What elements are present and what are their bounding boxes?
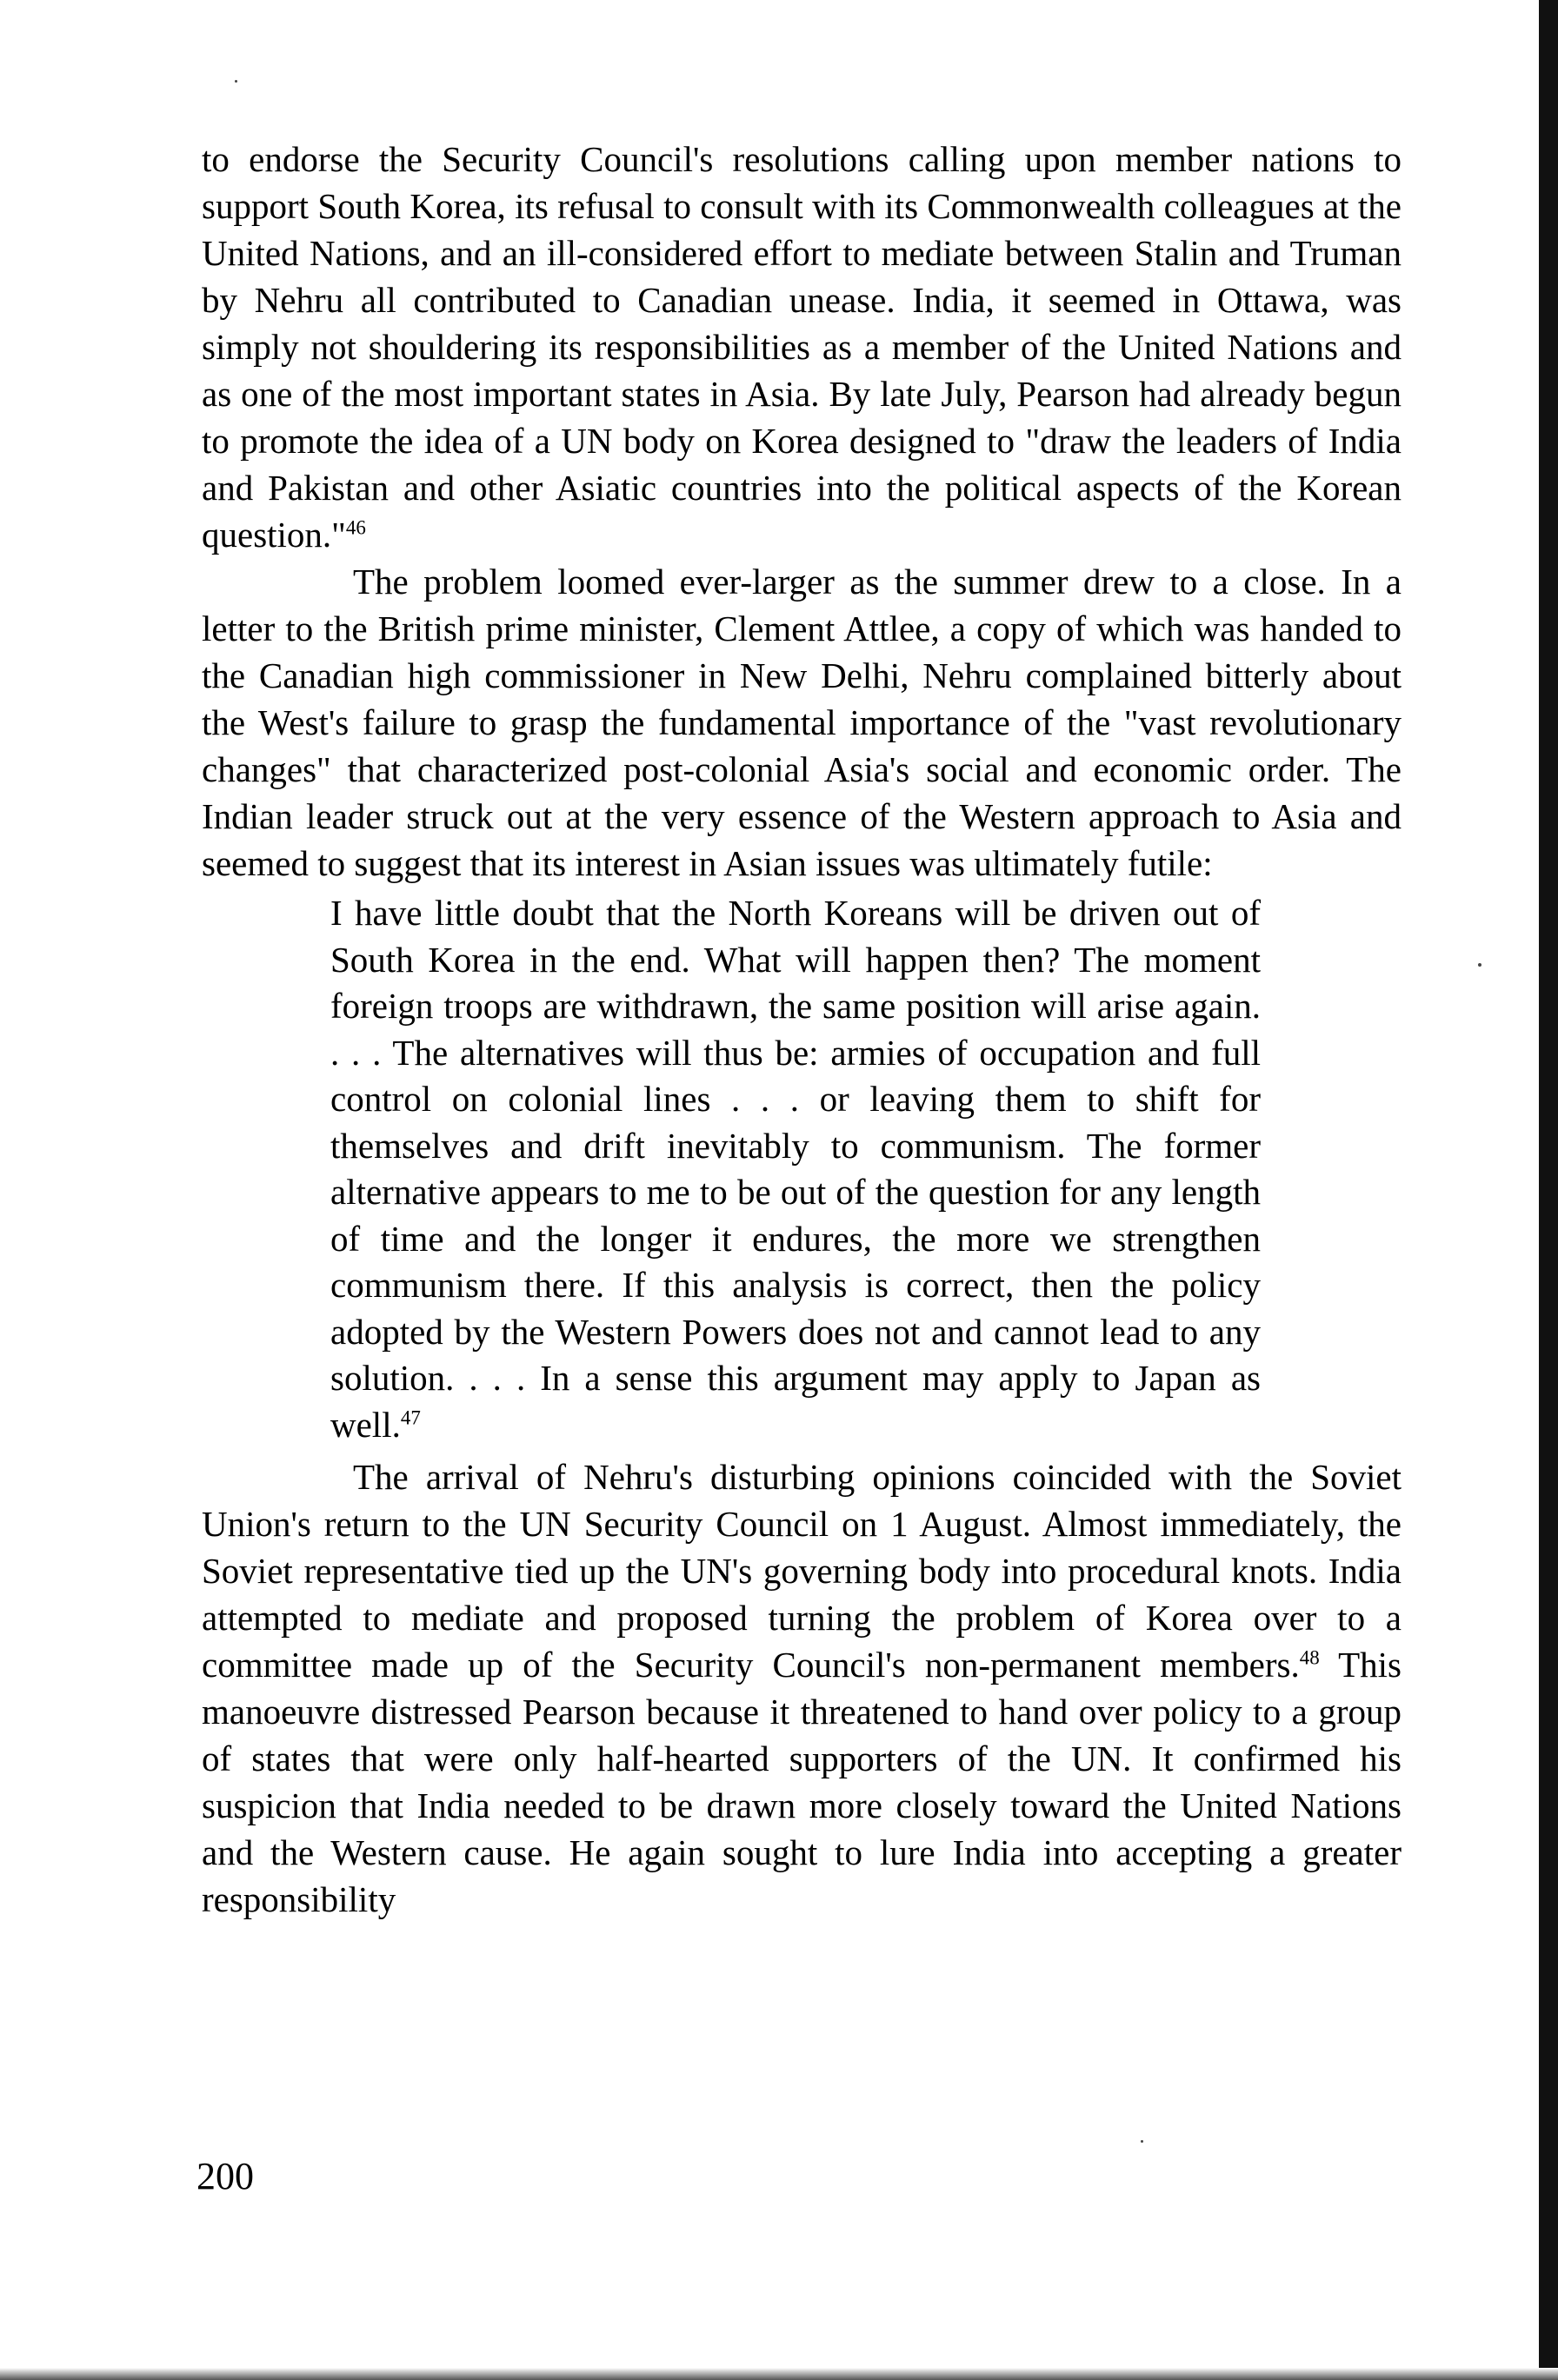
scan-speck bbox=[1478, 963, 1481, 967]
paragraph bbox=[202, 558, 1402, 887]
page-body bbox=[202, 136, 1402, 1923]
scan-speck bbox=[1141, 2140, 1143, 2143]
footnote-ref: 47 bbox=[400, 1406, 421, 1428]
page-bottom-shadow bbox=[0, 2368, 1558, 2380]
paragraph bbox=[202, 1453, 1402, 1923]
paragraph-continued bbox=[202, 136, 1402, 558]
paragraph-text: The problem loomed ever-larger as the summer drew to a close. In a letter to the British prime minister, Clement Attlee, a copy of which was handed to the Canadian high commissioner in New Delhi, Nehru complained bitterly about the West's failure to grasp the fundamental importance of the "vast revolutionary changes" that characterized post-colonial Asia's social and economic order. The Indian leader struck out at the very essence of the Western approach to Asia and seemed to suggest that its interest in Asian issues was ultimately futile: bbox=[202, 562, 1402, 883]
paragraph-text: The arrival of Nehru's disturbing opinions coincided with the Soviet Union's return to the UN Security Council on 1 August. Almost immediately, the Soviet representative tied up the UN's governing body into procedural knots. India attempted to mediate and proposed turning the problem of Korea over to a committee made up of the Security Council's non-permanent members. bbox=[202, 1457, 1402, 1685]
quote-text: I have little doubt that the North Koreans will be driven out of South Korea in the end. What will happen then? The moment foreign troops are withdrawn, the same position will arise again. . . . The alternatives will thus be: armies of occupation and full control on colonial lines . . . or leaving them to shift for themselves and drift inevitably to communism. The former alternative appears to me to be out of the question for any length of time and the longer it endures, the more we strengthen communism there. If this analysis is correct, then the policy adopted by the Western Powers does not and cannot lead to any solution. . . . In a sense this argument may apply to Japan as well. bbox=[330, 893, 1261, 1445]
block-quote bbox=[330, 887, 1261, 1453]
scan-speck bbox=[235, 80, 237, 83]
paragraph-text: to endorse the Security Council's resolutions calling upon member nations to support South Korea, its refusal to consult with its Commonwealth colleagues at the United Nations, and an ill-considered effort to mediate between Stalin and Truman by Nehru all contributed to Canadian unease. India, it seemed in Ottawa, was simply not shouldering its responsibilities as a member of the United Nations and as one of the most important states in Asia. By late July, Pearson had already begun to promote the idea of a UN body on Korea designed to "draw the leaders of India and Pakistan and other Asiatic countries into the political aspects of the Korean question." bbox=[202, 139, 1402, 555]
page-edge-shadow bbox=[1539, 0, 1558, 2380]
page-number: 200 bbox=[196, 2155, 254, 2197]
footnote-ref: 46 bbox=[345, 516, 366, 539]
footnote-ref: 48 bbox=[1299, 1646, 1320, 1669]
paragraph-text: This manoeuvre distressed Pearson because it threatened to hand over policy to a group of states that were only half-hearted supporters of the UN. It confirmed his suspicion that India needed to be drawn more closely toward the United Nations and the Western cause. He again sought to lure India into accepting a greater responsibility bbox=[202, 1645, 1402, 1919]
